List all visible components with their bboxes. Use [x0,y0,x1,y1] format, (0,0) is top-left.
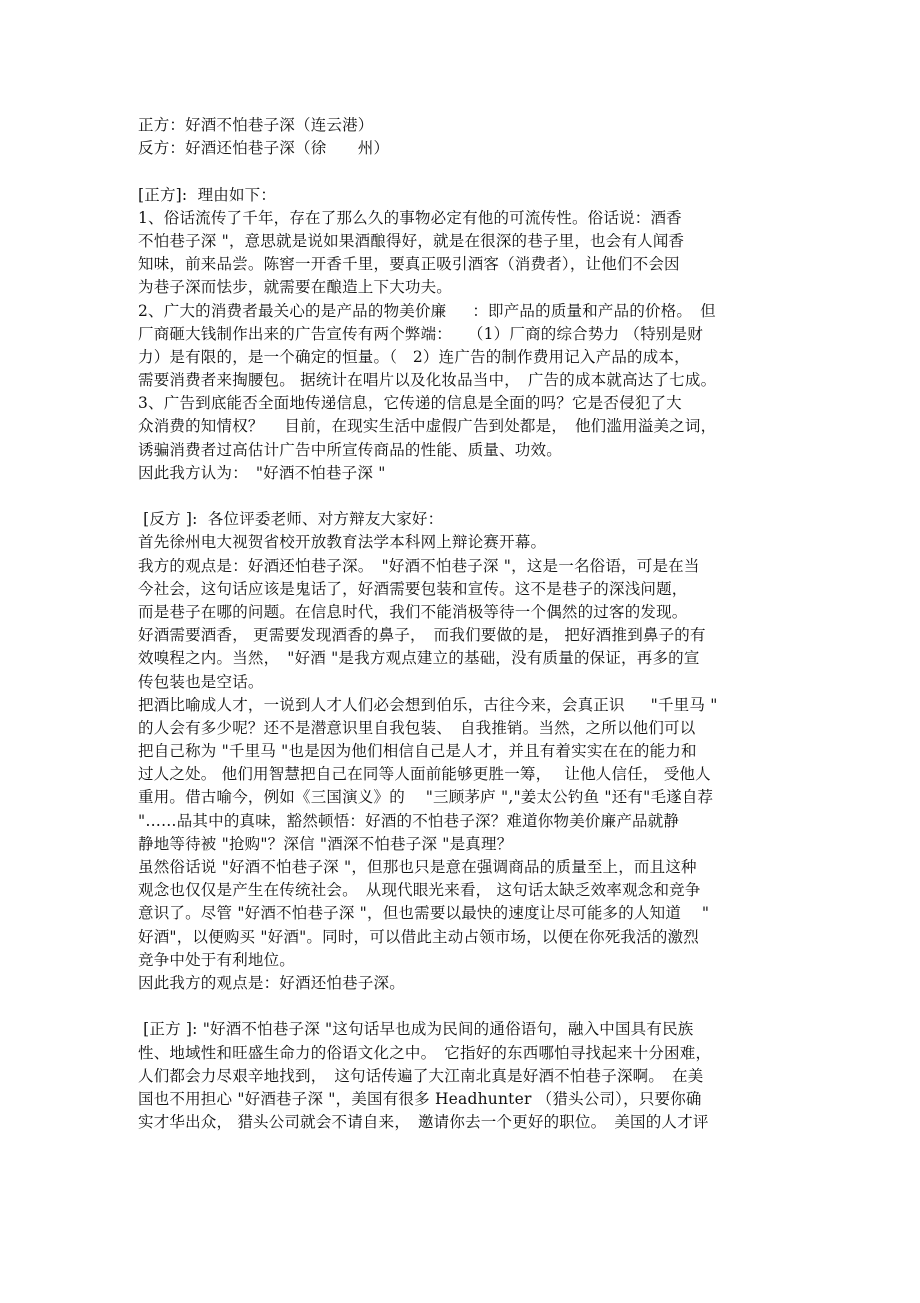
text-line: 而是巷子在哪的问题。在信息时代，我们不能消极等待一个偶然的过客的发现。 [138,602,688,621]
header-negative: 反方：好酒还怕巷子深（徐 州） [138,139,390,158]
text-line: 首先徐州电大视贺省校开放教育法学本科网上辩论赛开幕。 [138,533,547,552]
text-line: 过人之处。 他们用智慧把自己在同等人面前能够更胜一筹， 让他人信任， 受他人 [138,765,711,784]
paragraph-gap [138,995,798,1018]
text-line: 需要消费者来掏腰包。 据统计在唱片以及化妆品当中， 广告的成本就高达了七成。 [138,371,717,390]
text-line: 观念也仅仅是产生在传统社会。 从现代眼光来看， 这句话太缺乏效率观念和竞争 [138,881,701,900]
affirmative-section-1 [138,184,798,485]
text-line: 实才华出众， 猎头公司就会不请自来， 邀请你去一个更好的职位。 美国的人才评 [138,1113,709,1132]
text-line: 今社会，这句话应该是鬼话了，好酒需要包装和宣传。这不是巷子的深浅问题， [138,579,688,598]
text-line: [反方 ]: 各位评委老师、对方辩友大家好： [138,510,444,529]
text-line: 把酒比喻成人才，一说到人才人们必会想到伯乐，古往今来，会真正识 "千里马 " [138,695,718,714]
text-line: "……品其中的真味，豁然顿悟：好酒的不怕巷子深？难道你物美价廉产品就静 [138,811,680,830]
text-line: 效嗅程之内。当然， "好酒 "是我方观点建立的基础，没有质量的保证，再多的宣 [138,649,700,668]
text-line: [正方 ]: "好酒不怕巷子深 "这句话早也成为民间的通俗语句，融入中国具有民族 [138,1020,694,1039]
text-line: 重用。借古喻今，例如《三国演义》的 "三顾茅庐 ","姜太公钓鱼 "还有"毛遂自荐 [138,788,714,807]
text-line: 力）是有限的，是一个确定的恒量。（ 2）连广告的制作费用记入产品的成本， [138,347,690,366]
text-line: 知味，前来品尝。陈窖一开香千里，要真正吸引酒客（消费者），让他们不会因 [138,255,680,274]
text-line: 3、广告到底能否全面地传递信息，它传递的信息是全面的吗？它是否侵犯了大 [138,394,682,413]
affirmative-section-2 [138,1018,798,1134]
negative-section-1 [138,508,798,995]
text-line: 1、俗话流传了千年，存在了那么久的事物必定有他的可流传性。俗话说：酒香 [138,208,682,227]
text-line: 好酒需要酒香， 更需要发现酒香的鼻子， 而我们要做的是， 把好酒推到鼻子的有 [138,626,706,645]
text-line: 因此我方认为： "好酒不怕巷子深 " [138,463,386,482]
text-line: 众消费的知情权？ 目前，在现实生活中虚假广告到处都是， 他们滥用溢美之词， [138,417,717,436]
text-line: 不怕巷子深 "，意思就是说如果酒酿得好，就是在很深的巷子里，也会有人闻香 [138,231,685,250]
text-line: 诱骗消费者过高估计广告中所宣传商品的性能、质量、功效。 [138,440,562,459]
text-line: 为巷子深而怯步，就需要在酿造上下大功夫。 [138,278,453,297]
text-line: 2、广大的消费者最关心的是产品的物美价廉 ：即产品的质量和产品的价格。 但 [138,301,716,320]
text-line: 虽然俗话说 "好酒不怕巷子深 "，但那也只是意在强调商品的质量至上，而且这种 [138,858,697,876]
paragraph-gap [138,485,798,508]
text-line: 静地等待被 "抢购"？深信 "酒深不怕巷子深 "是真理？ [138,834,513,853]
text-line: 竞争中处于有利地位。 [138,950,296,969]
text-line: 把自己称为 "千里马 "也是因为他们相信自己是人才，并且有着实实在在的能力和 [138,742,697,761]
text-line: 厂商砸大钱制作出来的广告宣传有两个弊端： （1）厂商的综合势力 （特别是财 [138,324,703,343]
text-line: 意识了。尽管 "好酒不怕巷子深 "，但也需要以最快的速度让尽可能多的人知道 " [138,904,710,923]
text-line: 人们都会力尽艰辛地找到， 这句话传遍了大江南北真是好酒不怕巷子深啊。 在美 [138,1066,704,1085]
paragraph-gap [138,160,798,183]
text-line: 的人会有多少呢？还不是潜意识里自我包装、 自我推销。当然，之所以他们可以 [138,718,696,737]
text-line: 传包装也是空话。 [138,672,264,691]
text-line: 国也不用担心 "好酒巷子深 "，美国有很多 Headhunter （猎头公司），只要你确 [138,1089,702,1108]
header-affirmative: 正方：好酒不怕巷子深（连云港） [138,116,374,134]
text-line: 我方的观点是：好酒还怕巷子深。 "好酒不怕巷子深 "，这是一名俗语，可是在当 [138,556,700,575]
text-line: [正方]: 理由如下： [138,185,277,204]
text-line: 因此我方的观点是：好酒还怕巷子深。 [138,973,405,992]
text-line: 性、地域性和旺盛生命力的俗语文化之中。 它指好的东西哪怕寻找起来十分困难， [138,1043,712,1062]
text-line: 好酒"，以便购买 "好酒"。同时，可以借此主动占领市场，以便在你死我活的激烈 [138,927,699,946]
document-page [138,114,798,1134]
